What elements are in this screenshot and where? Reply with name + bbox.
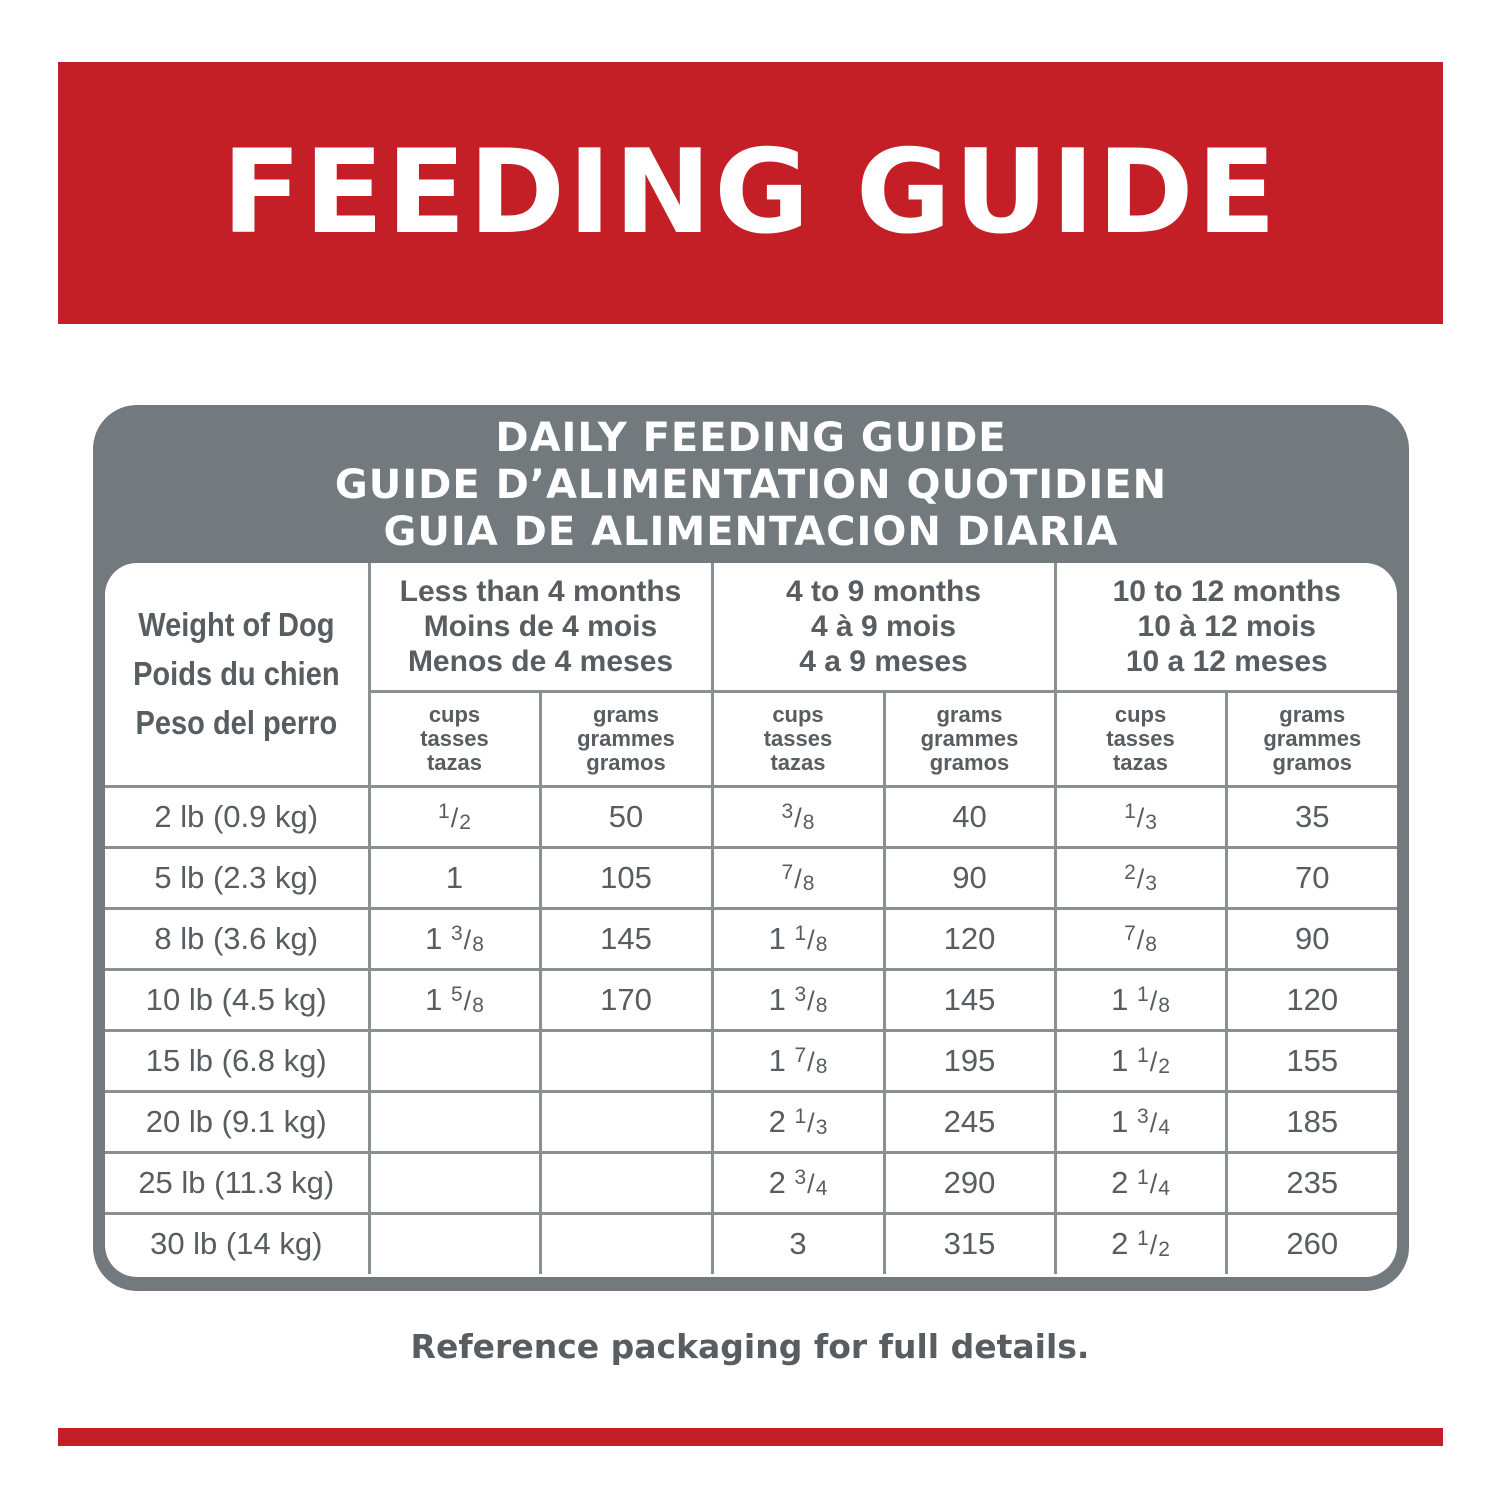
cups-cell: $^7/_8$ <box>712 847 884 908</box>
reference-note: Reference packaging for full details. <box>410 1327 1090 1366</box>
grams-cell: 145 <box>884 969 1055 1030</box>
cups-cell: $^7/_8$ <box>1055 908 1226 969</box>
table-row <box>105 1091 1397 1152</box>
weight-header-line: Peso del perro <box>135 704 338 742</box>
grams-cell: 50 <box>540 786 712 847</box>
table-row <box>105 1030 1397 1091</box>
unit-line: tasses <box>420 725 489 751</box>
unit-line: grams <box>936 701 1003 727</box>
grams-cell: 185 <box>1226 1091 1397 1152</box>
table-row <box>105 1152 1397 1213</box>
age-group-line: Less than 4 months <box>399 574 682 608</box>
grams-cell <box>540 1030 712 1091</box>
age-group-line: 10 a 12 meses <box>1125 644 1328 678</box>
feeding-table-wrap <box>105 563 1397 1277</box>
cups-cell: 2 $^1/_4$ <box>1055 1152 1226 1213</box>
grams-cell: 120 <box>1226 969 1397 1030</box>
grams-cell: 70 <box>1226 847 1397 908</box>
age-header-row <box>105 563 1397 691</box>
unit-line: grammes <box>920 725 1019 751</box>
grams-unit-header <box>1226 691 1397 786</box>
grams-cell: 170 <box>540 969 712 1030</box>
unit-line: tasses <box>763 725 833 751</box>
cups-cell: 1 $^7/_8$ <box>712 1030 884 1091</box>
cups-cell <box>369 1091 540 1152</box>
table-row <box>105 1213 1397 1274</box>
table-row <box>105 786 1397 847</box>
weight-cell: 25 lb (11.3 kg) <box>105 1152 369 1213</box>
grams-cell: 195 <box>884 1030 1055 1091</box>
cups-cell: 2 $^3/_4$ <box>712 1152 884 1213</box>
unit-line: cups <box>772 701 824 727</box>
cups-cell: 1 $^1/_2$ <box>1055 1030 1226 1091</box>
unit-line: grams <box>592 701 660 727</box>
cups-cell: $^1/_3$ <box>1055 786 1226 847</box>
grams-cell <box>540 1091 712 1152</box>
title-banner <box>58 62 1443 324</box>
feeding-guide-panel <box>93 405 1409 1291</box>
age-group-line: Menos de 4 meses <box>407 644 674 678</box>
unit-line: grammes <box>577 725 675 751</box>
grams-cell: 155 <box>1226 1030 1397 1091</box>
cups-cell: 1 <box>369 847 540 908</box>
cups-cell: 1 $^3/_4$ <box>1055 1091 1226 1152</box>
grams-cell: 90 <box>1226 908 1397 969</box>
unit-line: gramos <box>929 749 1010 775</box>
grams-cell: 105 <box>540 847 712 908</box>
cups-cell: 1 $^1/_8$ <box>712 908 884 969</box>
weight-cell: 10 lb (4.5 kg) <box>105 969 369 1030</box>
unit-line: tasses <box>1106 725 1175 751</box>
panel-title <box>93 415 1409 556</box>
weight-column-header <box>121 563 353 786</box>
grams-cell: 315 <box>884 1213 1055 1274</box>
unit-line: tazas <box>1112 749 1169 775</box>
age-group-line: Moins de 4 mois <box>423 609 658 643</box>
unit-line: tazas <box>426 749 483 775</box>
weight-cell: 2 lb (0.9 kg) <box>105 786 369 847</box>
cups-cell: 2 $^1/_2$ <box>1055 1213 1226 1274</box>
cups-cell <box>369 1030 540 1091</box>
grams-cell <box>540 1213 712 1274</box>
cups-cell: 1 $^3/_8$ <box>712 969 884 1030</box>
age-group-line: 10 à 12 mois <box>1137 609 1316 643</box>
unit-line: gramos <box>586 749 666 775</box>
grams-cell: 235 <box>1226 1152 1397 1213</box>
age-group-line: 4 à 9 mois <box>810 609 957 643</box>
grams-cell: 145 <box>540 908 712 969</box>
age-group-header <box>1055 563 1397 691</box>
weight-cell: 5 lb (2.3 kg) <box>105 847 369 908</box>
cups-cell: 3 <box>712 1213 884 1274</box>
unit-line: grammes <box>1263 725 1362 751</box>
weight-cell: 15 lb (6.8 kg) <box>105 1030 369 1091</box>
panel-title-line: GUIA DE ALIMENTACION DIARIA <box>383 509 1119 555</box>
grams-cell: 245 <box>884 1091 1055 1152</box>
unit-line: cups <box>428 701 481 727</box>
grams-unit-header <box>540 691 712 786</box>
age-group-line: 4 a 9 meses <box>799 644 968 678</box>
table-row <box>105 847 1397 908</box>
cups-cell: $^3/_8$ <box>712 786 884 847</box>
bottom-bar <box>58 1428 1443 1446</box>
grams-cell <box>540 1152 712 1213</box>
weight-header-line: Weight of Dog <box>138 606 335 644</box>
grams-cell: 120 <box>884 908 1055 969</box>
cups-unit-header <box>369 691 540 786</box>
grams-cell: 290 <box>884 1152 1055 1213</box>
age-group-line: 4 to 9 months <box>786 574 982 608</box>
grams-cell: 260 <box>1226 1213 1397 1274</box>
table-row <box>105 908 1397 969</box>
panel-title-line: DAILY FEEDING GUIDE <box>495 415 1007 461</box>
unit-line: grams <box>1279 701 1346 727</box>
table-row <box>105 969 1397 1030</box>
panel-title-line: GUIDE D’ALIMENTATION QUOTIDIEN <box>334 462 1168 508</box>
cups-cell: $^1/_2$ <box>369 786 540 847</box>
cups-unit-header <box>712 691 884 786</box>
cups-cell <box>369 1152 540 1213</box>
weight-cell: 20 lb (9.1 kg) <box>105 1091 369 1152</box>
page-title: FEEDING GUIDE <box>222 125 1279 260</box>
grams-cell: 35 <box>1226 786 1397 847</box>
cups-cell: 1 $^3/_8$ <box>369 908 540 969</box>
grams-cell: 40 <box>884 786 1055 847</box>
unit-line: gramos <box>1272 749 1353 775</box>
cups-unit-header <box>1055 691 1226 786</box>
cups-cell: 1 $^5/_8$ <box>369 969 540 1030</box>
age-group-header <box>712 563 1055 691</box>
grams-cell: 90 <box>884 847 1055 908</box>
age-group-header <box>369 563 712 691</box>
weight-cell: 30 lb (14 kg) <box>105 1213 369 1274</box>
weight-cell: 8 lb (3.6 kg) <box>105 908 369 969</box>
feeding-table <box>105 563 1397 1274</box>
unit-line: tazas <box>770 749 826 775</box>
cups-cell: 1 $^1/_8$ <box>1055 969 1226 1030</box>
cups-cell <box>369 1213 540 1274</box>
cups-cell: 2 $^1/_3$ <box>712 1091 884 1152</box>
grams-unit-header <box>884 691 1055 786</box>
unit-line: cups <box>1114 701 1167 727</box>
age-group-line: 10 to 12 months <box>1112 574 1341 608</box>
weight-header-line: Poids du chien <box>133 655 340 693</box>
cups-cell: $^2/_3$ <box>1055 847 1226 908</box>
